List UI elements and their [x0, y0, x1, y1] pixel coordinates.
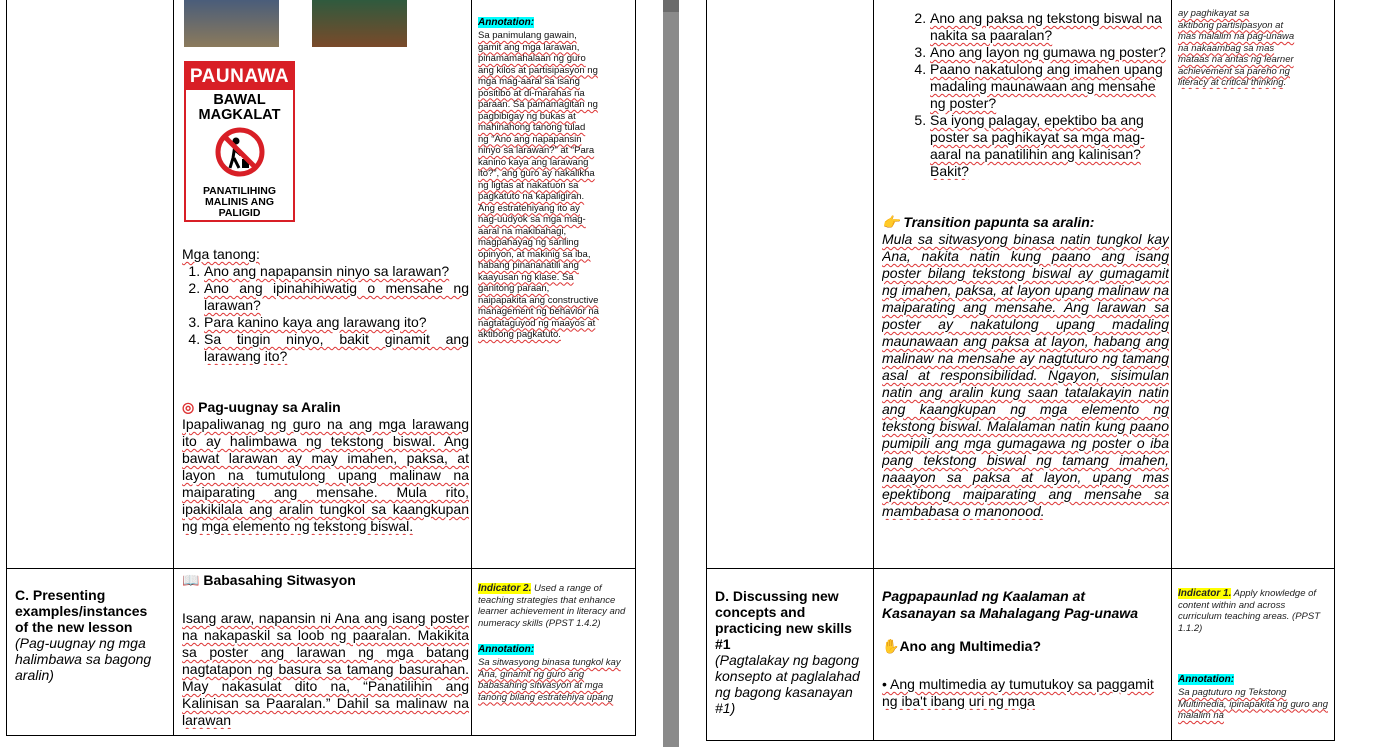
section-d-title	[882, 588, 1169, 622]
multimedia-subhead: ✋Ano ang Multimedia?	[882, 638, 1041, 654]
transition-text: Mula sa sitwasyong binasa natin tungkol kay Ana, nakita natin kung paano ang isang poster bilang tekstong biswal ay gumagamit ng imahen, paksa, at layon upang malinaw na maiparating ang mensahe. Ang larawan sa poster ay nakatulong upang madaling maunawaan ang paksa at layon, habang ang malinaw na mensahe ay nagtuturo ng tamang asal at responsibilidad. Ngayon, sisimulan natin ang aralin kung saan tatalakayin natin ang kaangkupan ng mga elemento ng tekstong biswal. Malalaman natin kung paano pumipili ang mga gumagawa ng poster o iba pang tekstong biswal ng tamang imahen, naaayon sa paksa at layon, upang mas epektibong maiparating ang mensahe sa mambabasa o manonood.	[882, 231, 1169, 519]
lesson-table-2	[706, 0, 1335, 741]
transition-block	[882, 214, 1169, 520]
annotation-line: ito?”, ang guro ay nakalikha	[478, 168, 595, 179]
question-item: 4. Sa tingin ninyo, bakit ginamit ang larawang ito?	[204, 331, 469, 365]
annotation-line: gamit ang mga larawan,	[478, 41, 580, 53]
section-d-sub-line: ng bagong kasanayan	[715, 684, 853, 700]
paunawa-sign: PAUNAWA BAWAL MAGKALAT PANATILIHING MALINIS ANG PALIGID	[184, 61, 295, 222]
section-c-label	[15, 587, 170, 683]
document-page-right	[679, 0, 1387, 747]
questions-block-2	[882, 10, 1169, 180]
section-c-sub-line: (Pag-uugnay ng mga	[15, 635, 146, 651]
annotation-tag: Annotation:	[478, 17, 535, 28]
annotation-line: na nakaambag sa mas	[1178, 42, 1275, 54]
book-icon: 📖	[182, 572, 200, 588]
annotation-line: paraan. Sa pamamagitan ng	[478, 99, 598, 110]
trash-photo-2	[312, 0, 407, 47]
annotation-line: nagtataguyod ng maayos at	[478, 317, 596, 329]
annotation-line: positibo at di-marahas na	[478, 87, 585, 99]
section-d-sub-line: konsepto at paglalahad	[715, 668, 860, 684]
section-d-label-line: practicing new skills	[715, 620, 852, 636]
question-item: 2. Ano ang paksa ng tekstong biswal na nakita sa paaralan?	[930, 10, 1169, 44]
annotation-line: mahinahong tanong tulad	[478, 122, 586, 133]
annotation-line: achievement sa pareho ng	[1178, 65, 1290, 77]
questions-list	[182, 263, 469, 365]
annotation-line: opinyon, at makinig sa iba,	[478, 248, 591, 260]
question-item: 3. Para kanino kaya ang larawang ito?	[204, 314, 469, 331]
section-d-content	[882, 588, 1169, 710]
annotation-line: ganitong paraan,	[478, 283, 550, 294]
annotation-line: ninyo sa larawan?” at “Para	[478, 145, 595, 156]
section-d-annotation: Indicator 1. Apply knowledge of content within and across curriculum teaching areas. (PPST 1.1.2) Annotation: Sa pagtuturo ng Tekstong Multimedia, ipinapakita ng guro ang malalim na	[1178, 588, 1328, 721]
annotation-line: literacy at critical thinking.	[1178, 77, 1287, 88]
babasahin-title: 📖 Babasahing Sitwasyon	[182, 572, 356, 588]
annotation-line: ng “Ano ang napapansin	[478, 133, 582, 145]
multimedia-bullet: • Ang multimedia ay tumutukoy sa paggamit ng iba't ibang uri ng mga	[882, 676, 1154, 709]
section-d-sub-line: (Pagtalakay ng bagong	[715, 652, 859, 668]
annotation-line: nag-uudyok sa mga mag-	[478, 214, 586, 225]
annotation-line: mas malalim na pag-unawa	[1178, 31, 1295, 42]
target-icon: ◎	[182, 399, 195, 415]
question-item: 1. Ano ang napapansin ninyo sa larawan?	[204, 263, 469, 280]
annotation-line: ay paghikayat sa	[1178, 8, 1250, 19]
questions-list-2	[882, 10, 1169, 180]
no-littering-icon	[186, 126, 293, 183]
annotation-cell-top-2	[1178, 8, 1330, 89]
annotation-text	[478, 30, 630, 341]
trash-photo-1	[184, 0, 279, 47]
annotation-line: management ng behavior na	[478, 306, 599, 317]
section-c-label-line: examples/instances	[15, 603, 148, 619]
annotation-line: kaayusan ng klase. Sa	[478, 271, 574, 283]
annotation-line: ang kilos at partisipasyon ng	[478, 64, 598, 76]
puzzle-icon: ✋	[882, 638, 900, 654]
section-c-content	[182, 572, 469, 729]
section-d-label-line: #1	[715, 636, 731, 652]
section-d-label	[715, 588, 870, 716]
annotation-line: aktibong partisipasyon at	[1178, 19, 1284, 31]
section-c-label-line: C. Presenting	[15, 587, 106, 603]
annotation-line: kanino kaya ang larawang	[478, 156, 589, 168]
babasahin-text: Isang araw, napansin ni Ana ang isang poster na nakapaskil sa loob ng paaralan. Makikita sa poster ang larawan ng mga batang nagtatapon ng basura sa tamang basurahan. May nakasulat dito na, “Panatilihin ang Kalinisan sa Paaralan.” Dahil sa malinaw na larawan	[182, 610, 469, 728]
annotation-line: mataas na antas ng learner	[1178, 54, 1294, 65]
question-item: 5. Sa iyong palagay, epektibo ba ang poster sa paghikayat sa mga mag-aaral na panatilihin ang kalinisan? Bakit?	[930, 112, 1169, 180]
question-item: 2. Ano ang ipinahihiwatig o mensahe ng larawan?	[204, 280, 469, 314]
annotation-line: Ang estratehiyang ito ay	[478, 202, 580, 214]
annotation-line: ng ligtas at nakatuon sa	[478, 179, 579, 191]
annotation-line: pagkatuto na kapaligiran.	[478, 191, 585, 202]
annotation-cell-top	[478, 12, 630, 372]
section-d-label-line: D. Discussing new	[715, 588, 839, 604]
section-d-title-line: Kasanayan sa Mahalagang Pag-unawa	[882, 605, 1138, 621]
section-c-annotation: Indicator 2. Used a range of teaching strategies that enhance learner achievement in literacy and numeracy skills (PPST 1.4.2) Annotation: Sa sitwasyong binasa tungkol kay Ana, ginamit ng guro ang babasahing sitwasyon at mga tanong bilang estratehiya upang	[478, 583, 626, 703]
paguugnay-title: ◎ Pag-uugnay sa Aralin	[182, 399, 341, 415]
questions-title: Mga tanong:	[182, 246, 260, 262]
section-c-sub-line: halimbawa sa bagong	[15, 651, 152, 667]
section-c-label-line: of the new lesson	[15, 619, 133, 635]
section-d-label-line: concepts and	[715, 604, 806, 620]
paguugnay-text: Ipapaliwanag ng guro na ang mga larawang ito ay halimbawa ng tekstong biswal. Ang bawat larawan ay may imahen, paksa, at layon na tumutulong upang malinaw na maiparating ang mensahe. Mula rito, ipakikilala ang aralin tungkol sa kaangkupan ng mga elemento ng tekstong biswal.	[182, 416, 469, 534]
annotation-line: naipapakita ang constructive	[478, 294, 599, 306]
section-d-sub-line: #1)	[715, 700, 736, 716]
annotation-line: habang pinananatili ang	[478, 260, 579, 271]
section-d-title-line: Pagpapaunlad ng Kaalaman at	[882, 588, 1086, 604]
annotation-line: aktibong pagkatuto.	[478, 329, 561, 340]
annotation-line: magpahayag ng sariling	[478, 237, 579, 248]
paguugnay-block	[182, 399, 469, 535]
annotation-line: mga mag-aaral sa isang	[478, 76, 580, 87]
lesson-table	[6, 0, 636, 736]
annotation-line: pinamamahalaan ng guro	[478, 53, 586, 64]
transition-title: 👉 Transition papunta sa aralin:	[882, 214, 1095, 230]
section-c-sub-line: aralin)	[15, 667, 54, 683]
questions-block	[182, 246, 469, 365]
question-item: 4. Paano nakatulong ang imahen upang madaling maunawaan ang mensahe ng poster?	[930, 61, 1169, 112]
pointing-hand-icon: 👉	[882, 214, 900, 230]
annotation-line: pagbibigay ng bukas at	[478, 110, 576, 122]
document-page-left	[0, 0, 663, 747]
annotation-line: Sa panimulang gawain,	[478, 30, 577, 41]
question-item: 3. Ano ang layon ng gumawa ng poster?	[930, 44, 1169, 61]
annotation-line: aaral na makibahagi,	[478, 225, 567, 237]
